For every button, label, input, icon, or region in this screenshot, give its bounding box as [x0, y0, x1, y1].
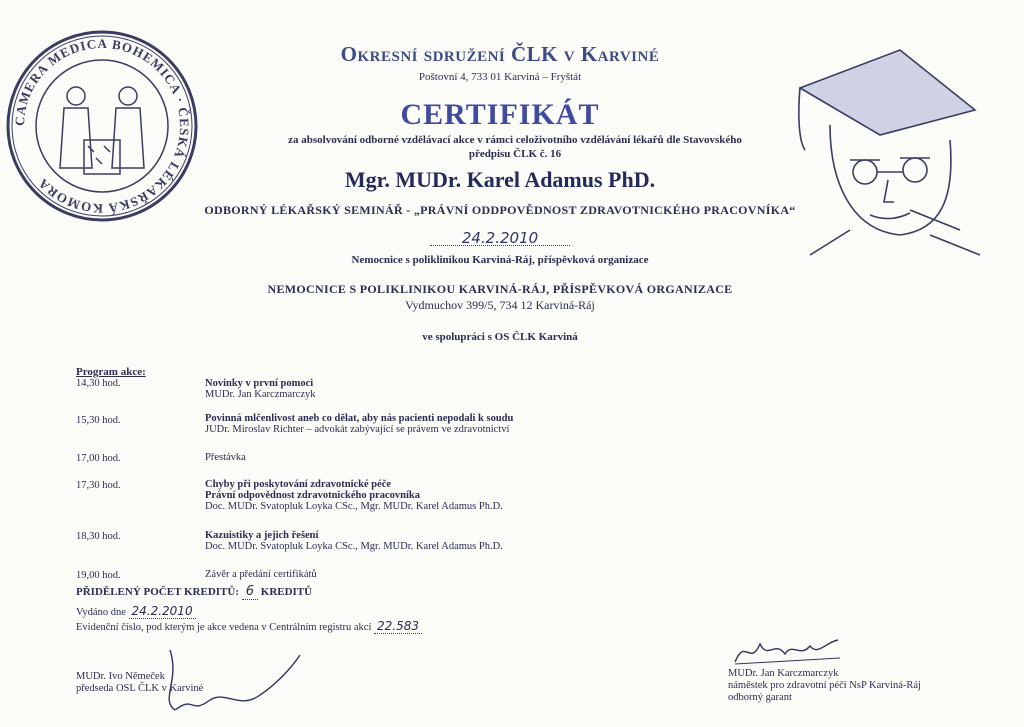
registry-line	[76, 619, 422, 633]
program-item-speaker: MUDr. Jan Karczmarczyk	[205, 389, 316, 400]
program-time: 17,00 hod.	[76, 453, 121, 464]
program-item-title: Povinná mlčenlivost aneb co dělat, aby nás pacienti nepodali k soudu	[205, 413, 514, 424]
right-signature	[730, 632, 850, 668]
registry-number: 22.583	[374, 619, 422, 634]
registry-label: Evidenční číslo, pod kterým je akce vedena v Centrálním registru akcí	[76, 622, 372, 633]
issued-line	[76, 604, 196, 618]
program-time: 18,30 hod.	[76, 531, 121, 542]
organization-title: Okresní sdružení ČLK v Karviné	[340, 42, 660, 66]
organizer-name: NEMOCNICE S POLIKLINIKOU KARVINÁ-RÁJ, PŘÍSPĚVKOVÁ ORGANIZACE	[267, 282, 733, 296]
program-item	[205, 378, 316, 400]
event-host: Nemocnice s poliklinikou Karviná-Ráj, příspěvková organizace	[351, 254, 649, 266]
program-item	[205, 479, 503, 512]
intro-line-1: za absolvování odborné vzdělávací akce v rámci celoživotního vzdělávání lékařů dle Stavovského	[288, 134, 742, 146]
program-item-speaker: Doc. MUDr. Svatopluk Loyka CSc., Mgr. MUDr. Karel Adamus Ph.D.	[205, 541, 503, 552]
credits-value: 6	[242, 584, 258, 600]
issued-label: Vydáno dne	[76, 607, 126, 618]
program-item-title: Novinky v první pomoci	[205, 378, 314, 389]
right-signer-name: MUDr. Jan Karczmarczyk	[728, 668, 839, 679]
certificate-title: CERTIFIKÁT	[400, 98, 600, 131]
certificate-intro	[225, 133, 805, 161]
program-item	[205, 452, 246, 463]
program-time: 19,00 hod.	[76, 570, 121, 581]
issued-date: 24.2.2010	[129, 604, 196, 619]
program-item	[205, 413, 513, 435]
program-item-title: Chyby při poskytování zdravotnické péče	[205, 479, 392, 490]
left-signer	[76, 671, 203, 695]
right-signer-role: náměstek pro zdravotní péči NsP Karviná-Ráj	[728, 680, 921, 691]
program-item-subtitle: Právní odpovědnost zdravotnického pracovníka	[205, 490, 420, 501]
program-time: 14,30 hod.	[76, 378, 121, 389]
event-date: 24.2.2010	[430, 229, 570, 246]
credits-line	[76, 584, 312, 599]
right-signer	[728, 668, 921, 704]
program-time: 15,30 hod.	[76, 415, 121, 426]
organization-address: Poštovní 4, 733 01 Karviná – Fryštát	[418, 71, 582, 83]
program-item-speaker: JUDr. Miroslav Richter – advokát zabývající se právem ve zdravotnictví	[205, 424, 510, 435]
organizer-address: Vydmuchov 399/5, 734 12 Karviná-Ráj	[405, 298, 595, 312]
program-item-speaker: Doc. MUDr. Svatopluk Loyka CSc., Mgr. MUDr. Karel Adamus Ph.D.	[205, 501, 503, 512]
program-item	[205, 569, 317, 580]
right-signer-role-2: odborný garant	[728, 692, 792, 703]
program-item-title: Přestávka	[205, 452, 246, 463]
recipient-name: Mgr. MUDr. Karel Adamus PhD.	[344, 167, 656, 192]
program-heading: Program akce:	[76, 366, 146, 378]
intro-line-2: předpisu ČLK č. 16	[468, 148, 562, 160]
program-item-title: Kazuistiky a jejich řešení	[205, 530, 319, 541]
credits-unit: KREDITŮ	[260, 586, 313, 598]
cooperation-note: ve spolupráci s OS ČLK Karviná	[422, 331, 578, 343]
program-time: 17,30 hod.	[76, 480, 121, 491]
seminar-title: ODBORNÝ LÉKAŘSKÝ SEMINÁŘ - „PRÁVNÍ ODDPOVĚDNOST ZDRAVOTNICKÉHO PRACOVNÍKA“	[204, 203, 796, 217]
left-signer-role: předseda OSL ČLK v Karviné	[76, 683, 204, 694]
credits-label: PŘIDĚLENÝ POČET KREDITŮ:	[76, 586, 239, 598]
program-item	[205, 530, 503, 552]
left-signer-name: MUDr. Ivo Němeček	[76, 671, 165, 682]
seal-ring-text: CAMERA MEDICA BOHEMICA · ČESKÁ LÉKAŘSKÁ KOMORA	[11, 35, 193, 217]
program-item-title: Závěr a předání certifikátů	[205, 569, 317, 580]
